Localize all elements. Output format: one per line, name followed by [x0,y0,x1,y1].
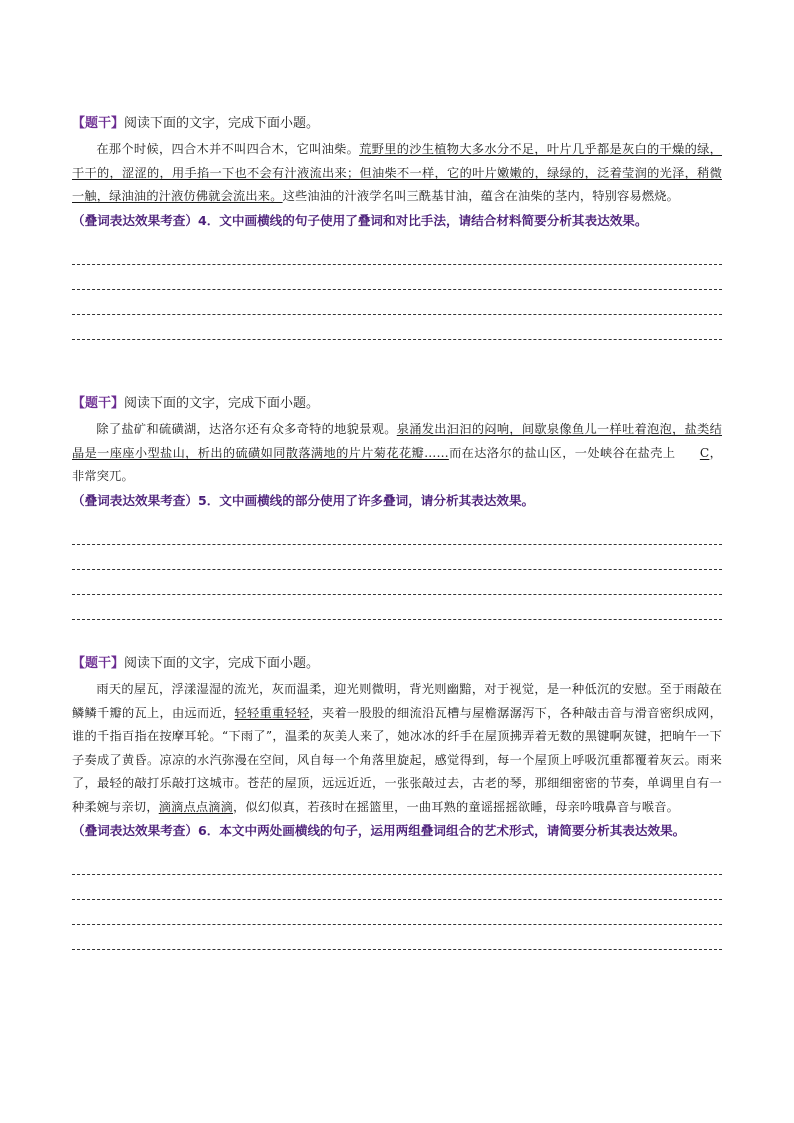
question-4: （叠词表达效果考查）4．文中画横线的句子使用了叠词和对比手法，请结合材料简要分析其表达效果。 [72,212,648,228]
answer-line[interactable] [72,240,722,265]
fill-blank: C [699,445,710,460]
answer-line[interactable] [72,875,722,900]
stem-text: 阅读下面的文字，完成下面小题。 [124,396,320,411]
passage-text: 这些油油的汁液学名叫三酰基甘油，蕴含在油柴的茎内，特别容易燃烧。 [282,189,679,203]
stem-line [72,114,722,134]
stem-tag: 【题干】 [72,656,125,671]
answer-line[interactable] [72,520,722,545]
stem-tag: 【题干】 [72,396,125,411]
stem-line [72,394,722,414]
answer-line[interactable] [72,545,722,570]
passage-text: 除了盐矿和硫磺湖，达洛尔还有众多奇特的地貌景观。 [96,422,397,436]
answer-line[interactable] [72,265,722,290]
stem-tag: 【题干】 [72,116,125,131]
underlined-phrase: 滴滴点点滴滴 [158,799,234,814]
answer-line[interactable] [72,900,722,925]
answer-line[interactable] [72,290,722,315]
answer-line[interactable] [72,595,722,620]
section-1 [72,114,722,340]
passage-text: ，似幻似真，若孩时在摇篮里，一曲耳熟的童谣摇摇欲睡，母亲吟哦鼻音与喉音。 [233,799,679,814]
underlined-sentence: 泉涌发出汩汩的闷响，间歇泉像鱼儿一样吐着泡泡，盐类结晶是一座座小型盐山，析出的硫磺如同散落满地的片片菊花花瓣…… [72,422,722,460]
stem-text: 阅读下面的文字，完成下面小题。 [124,116,320,131]
answer-line[interactable] [72,570,722,595]
passage-text: 而在达洛尔的盐山区，一处峡谷在盐壳上 [448,445,676,460]
passage [72,418,722,489]
underlined-sentence: 荒野里的沙生植物大多水分不足，叶片几乎都是灰白的干燥的绿，干干的，涩涩的，用手掐一下也不会有汁液流出来；但油柴不一样，它的叶片嫩嫩的，绿绿的，泛着莹润的光泽，稍微一触，绿油油的汁液仿佛就会流出来。 [72,142,722,203]
passage [72,678,722,819]
passage-text: 在那个时候，四合木并不叫四合木，它叫油柴。 [96,142,360,156]
answer-lines[interactable] [72,240,722,340]
stem-line [72,654,722,674]
section-2 [72,394,722,620]
passage-text: ，夹着一股股的细流沿瓦槽与屋檐潺潺泻下，各种敲击音与滑音密织成网，谁的千指百指在按摩耳轮。“下雨了”，温柔的灰美人来了，她冰冰的纤手在屋顶拂弄着无数的黑键啊灰键，把晌午一下子奏成了黄昏。凉凉的水汽弥漫在空间，风自每一个角落里旋起，感觉得到，每一个屋顶上呼吸沉重都覆着灰云。雨来了，最轻的敲打乐敲打这城市。苍茫的屋顶，远远近近，一张张敲过去，古老的琴，那细细密密的节奏，单调里自有一种柔婉与亲切， [72,705,722,814]
stem-text: 阅读下面的文字，完成下面小题。 [124,656,320,671]
section-3 [72,654,722,950]
question-5: （叠词表达效果考查）5．文中画横线的部分使用了许多叠词，请分析其表达效果。 [72,492,535,508]
question-6: （叠词表达效果考查）6．本文中两处画横线的句子，运用两组叠词组合的艺术形式，请简要分析其表达效果。 [72,823,686,838]
answer-lines[interactable] [72,850,722,950]
passage-text: 雨天的屋瓦，浮漾湿湿的流光，灰而温柔，迎光则微明，背光则幽黯，对于视觉，是一种低沉的安慰。至于雨敲在鳞鳞千瓣的瓦上，由远而近， [72,682,722,720]
answer-line[interactable] [72,850,722,875]
answer-line[interactable] [72,925,722,950]
passage [72,138,722,209]
answer-line[interactable] [72,315,722,340]
underlined-phrase: 轻轻重重轻轻 [234,705,310,720]
answer-lines[interactable] [72,520,722,620]
passage-text: ，非常突兀。 [72,445,722,483]
